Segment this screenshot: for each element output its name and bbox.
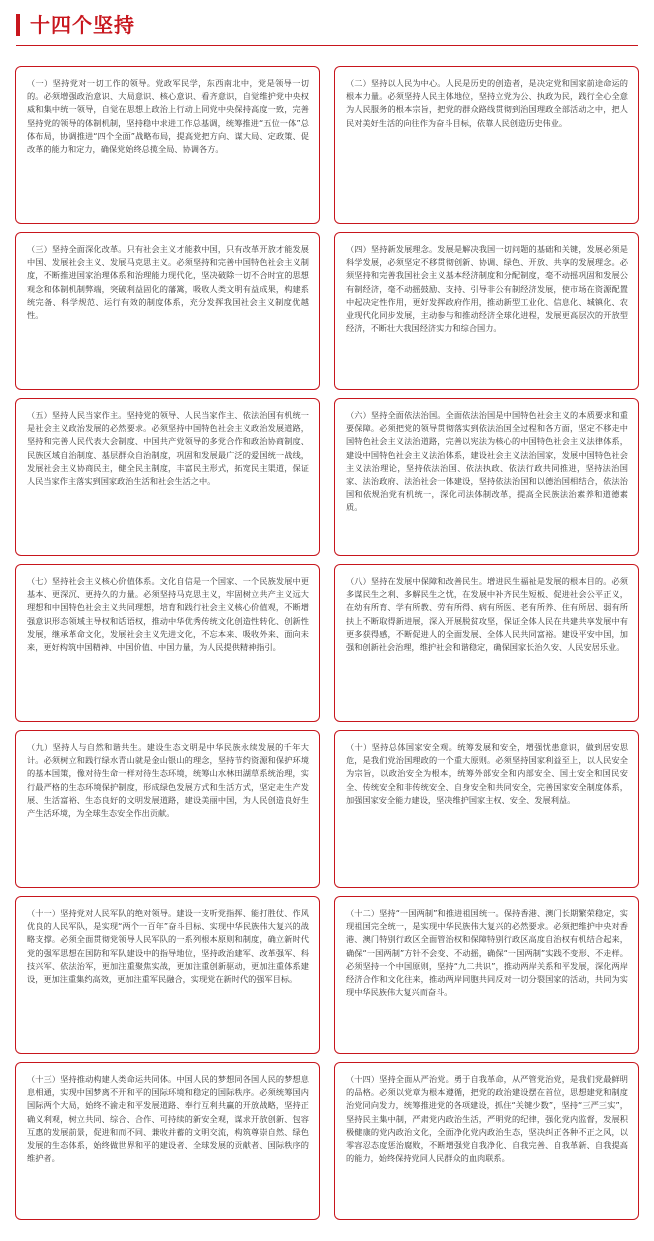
principle-card-10 (334, 730, 639, 888)
principle-text: （五）坚持人民当家作主。坚持党的领导、人民当家作主、依法治国有机统一是社会主义政治发展的必然要求。必须坚持中国特色社会主义政治发展道路，坚持和完善人民代表大会制度、中国共产党领导的多党合作和政治协商制度、民族区域自治制度、基层群众自治制度，巩固和发展最广泛的爱国统一战线，发展社会主义协商民主，健全民主制度，丰富民主形式，拓宽民主渠道，保证人民当家作主落实到国家政治生活和社会生活之中。 (27, 410, 309, 487)
principle-text: （二）坚持以人民为中心。人民是历史的创造者，是决定党和国家前途命运的根本力量。必须坚持人民主体地位，坚持立党为公、执政为民，践行全心全意为人民服务的根本宗旨，把党的群众路线贯彻到治国理政全部活动之中，把人民对美好生活的向往作为奋斗目标，依靠人民创造历史伟业。 (346, 78, 628, 128)
principle-card-14 (334, 1062, 639, 1220)
principle-card-12 (334, 896, 639, 1054)
principle-card-3 (15, 232, 320, 390)
principle-card-13 (15, 1062, 320, 1220)
principles-grid (15, 66, 639, 1220)
principle-text: （四）坚持新发展理念。发展是解决我国一切问题的基础和关键，发展必须是科学发展，必须坚定不移贯彻创新、协调、绿色、开放、共享的发展理念。必须坚持和完善我国社会主义基本经济制度和分配制度，毫不动摇巩固和发展公有制经济，毫不动摇鼓励、支持、引导非公有制经济发展，使市场在资源配置中起决定性作用，更好发挥政府作用，推动新型工业化、信息化、城镇化、农业现代化同步发展，主动参与和推动经济全球化进程，发展更高层次的开放型经济，不断壮大我国经济实力和综合国力。 (346, 244, 628, 334)
principle-text: （十二）坚持“一国两制”和推进祖国统一。保持香港、澳门长期繁荣稳定，实现祖国完全统一，是实现中华民族伟大复兴的必然要求。必须把维护中央对香港、澳门特别行政区全面管治权和保障特别行政区高度自治权有机结合起来，确保“一国两制”方针不会变、不动摇，确保“一国两制”实践不变形、不走样。必须坚持一个中国原则，坚持“九二共识”，推动两岸关系和平发展，深化两岸经济合作和文化往来，推动两岸同胞共同反对一切分裂国家的活动，共同为实现中华民族伟大复兴而奋斗。 (346, 908, 628, 998)
principle-text: （九）坚持人与自然和谐共生。建设生态文明是中华民族永续发展的千年大计。必须树立和践行绿水青山就是金山银山的理念，坚持节约资源和保护环境的基本国策，像对待生命一样对待生态环境，统筹山水林田湖草系统治理，实行最严格的生态环境保护制度，形成绿色发展方式和生活方式，坚定走生产发展、生活富裕、生态良好的文明发展道路，建设美丽中国，为人民创造良好生产生活环境，为全球生态安全作出贡献。 (27, 742, 309, 819)
principle-card-8 (334, 564, 639, 722)
principle-text: （十三）坚持推动构建人类命运共同体。中国人民的梦想同各国人民的梦想息息相通，实现中国梦离不开和平的国际环境和稳定的国际秩序。必须统筹国内国际两个大局，始终不渝走和平发展道路、奉行互利共赢的开放战略，坚持正确义利观，树立共同、综合、合作、可持续的新安全观，谋求开放创新、包容互惠的发展前景，促进和而不同、兼收并蓄的文明交流，构筑尊崇自然、绿色发展的生态体系，始终做世界和平的建设者、全球发展的贡献者、国际秩序的维护者。 (27, 1074, 309, 1164)
principle-card-2 (334, 66, 639, 224)
principle-card-5 (15, 398, 320, 556)
principle-card-9 (15, 730, 320, 888)
title-divider (16, 45, 638, 46)
principle-card-6 (334, 398, 639, 556)
principle-text: （十）坚持总体国家安全观。统筹发展和安全，增强忧患意识，做到居安思危，是我们党治国理政的一个重大原则。必须坚持国家利益至上，以人民安全为宗旨，以政治安全为根本，统筹外部安全和内部安全、国土安全和国民安全、传统安全和非传统安全、自身安全和共同安全，完善国家安全制度体系，加强国家安全能力建设，坚决维护国家主权、安全、发展利益。 (346, 742, 628, 805)
principle-text: （七）坚持社会主义核心价值体系。文化自信是一个国家、一个民族发展中更基本、更深沉、更持久的力量。必须坚持马克思主义，牢固树立共产主义远大理想和中国特色社会主义共同理想，培育和践行社会主义核心价值观，不断增强意识形态领域主导权和话语权，推动中华优秀传统文化创造性转化、创新性发展，继承革命文化，发展社会主义先进文化，不忘本来、吸收外来、面向未来，更好构筑中国精神、中国价值、中国力量，为人民提供精神指引。 (27, 576, 309, 653)
page-header (0, 0, 654, 50)
principle-text: （八）坚持在发展中保障和改善民生。增进民生福祉是发展的根本目的。必须多谋民生之利、多解民生之忧，在发展中补齐民生短板、促进社会公平正义，在幼有所育、学有所教、劳有所得、病有所医、老有所养、住有所居、弱有所扶上不断取得新进展，深入开展脱贫攻坚，保证全体人民在共建共享发展中有更多获得感，不断促进人的全面发展、全体人民共同富裕。建设平安中国，加强和创新社会治理，维护社会和谐稳定，确保国家长治久安、人民安居乐业。 (346, 576, 628, 653)
principle-text: （一）坚持党对一切工作的领导。党政军民学，东西南北中，党是领导一切的。必须增强政治意识、大局意识、核心意识、看齐意识，自觉维护党中央权威和集中统一领导，自觉在思想上政治上行动上同党中央保持高度一致，完善坚持党的领导的体制机制，坚持稳中求进工作总基调，统筹推进“五位一体”总体布局，协调推进“四个全面”战略布局，提高党把方向、谋大局、定政策、促改革的能力和定力，确保党始终总揽全局、协调各方。 (27, 78, 309, 155)
title-accent-bar (16, 14, 20, 36)
principle-text: （三）坚持全面深化改革。只有社会主义才能救中国，只有改革开放才能发展中国、发展社会主义、发展马克思主义。必须坚持和完善中国特色社会主义制度，不断推进国家治理体系和治理能力现代化，坚决破除一切不合时宜的思想观念和体制机制弊端，突破利益固化的藩篱，吸收人类文明有益成果，构建系统完备、科学规范、运行有效的制度体系，充分发挥我国社会主义制度优越性。 (27, 244, 309, 321)
principle-card-11 (15, 896, 320, 1054)
principle-card-7 (15, 564, 320, 722)
principle-text: （六）坚持全面依法治国。全面依法治国是中国特色社会主义的本质要求和重要保障。必须把党的领导贯彻落实到依法治国全过程和各方面，坚定不移走中国特色社会主义法治道路，完善以宪法为核心的中国特色社会主义法律体系，建设中国特色社会主义法治体系，建设社会主义法治国家，发展中国特色社会主义法治理论，坚持依法治国、依法执政、依法行政共同推进，坚持法治国家、法治政府、法治社会一体建设，坚持依法治国和以德治国相结合，依法治国和依规治党有机统一，深化司法体制改革，提高全民族法治素养和道德素质。 (346, 410, 628, 513)
principle-text: （十一）坚持党对人民军队的绝对领导。建设一支听党指挥、能打胜仗、作风优良的人民军队，是实现“两个一百年”奋斗目标、实现中华民族伟大复兴的战略支撑。必须全面贯彻党领导人民军队的一系列根本原则和制度，确立新时代党的强军思想在国防和军队建设中的指导地位，坚持政治建军、改革强军、科技兴军、依法治军，更加注重聚焦实战，更加注重创新驱动，更加注重体系建设，更加注重集约高效，更加注重军民融合，实现党在新时代的强军目标。 (27, 908, 309, 985)
principle-card-4 (334, 232, 639, 390)
page-title: 十四个坚持 (30, 13, 135, 37)
principle-text: （十四）坚持全面从严治党。勇于自我革命，从严管党治党，是我们党最鲜明的品格。必须以党章为根本遵循，把党的政治建设摆在首位，思想建党和制度治党同向发力，统筹推进党的各项建设，抓住“关键少数”，坚持“三严三实”，坚持民主集中制，严肃党内政治生活，严明党的纪律，强化党内监督，发展积极健康的党内政治文化，全面净化党内政治生态，坚决纠正各种不正之风，以零容忍态度惩治腐败，不断增强党自我净化、自我完善、自我革新、自我提高的能力，始终保持党同人民群众的血肉联系。 (346, 1074, 628, 1164)
principle-card-1 (15, 66, 320, 224)
